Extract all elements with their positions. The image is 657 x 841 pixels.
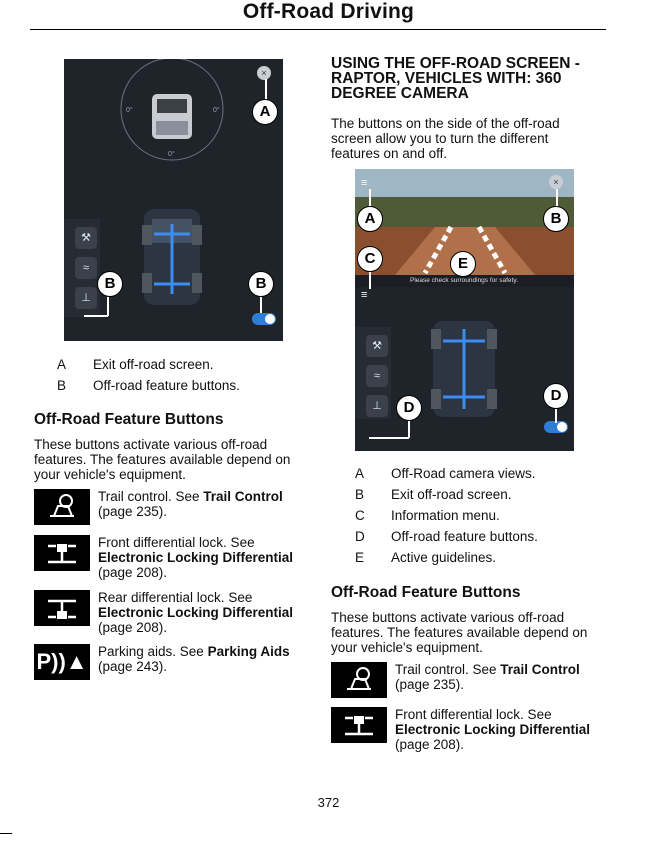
- menu-icon[interactable]: ≡: [361, 177, 368, 189]
- callout-b-right: B: [248, 271, 274, 297]
- legend-text: Information menu.: [391, 508, 500, 523]
- feature-item-trail-control: [34, 489, 303, 525]
- feature-item-front-diff-right: [331, 707, 600, 752]
- safety-notice: Please check surroundings for safety.: [410, 277, 518, 284]
- section-intro-right: The buttons on the side of the off-road screen allow you to turn the different features on and off.: [331, 116, 560, 161]
- side-feature-button-2[interactable]: ≈: [366, 365, 388, 387]
- rear-differential-lock-icon: [34, 590, 90, 626]
- legend-figure-1: [57, 354, 240, 396]
- front-differential-lock-icon: [331, 707, 387, 743]
- callout-a: A: [357, 206, 383, 232]
- legend-row: [57, 375, 240, 396]
- side-feature-button-2[interactable]: ≈: [75, 257, 97, 279]
- legend-letter: B: [57, 378, 67, 393]
- callout-b: B: [543, 206, 569, 232]
- angle-label-left: 0°: [126, 107, 133, 114]
- item-link[interactable]: Electronic Locking Differential: [98, 605, 294, 620]
- offroad-screen-figure: [64, 59, 283, 341]
- item-text: Front differential lock. See: [395, 707, 552, 722]
- item-text: Parking aids. See: [98, 644, 208, 659]
- item-page: (page 243).: [98, 659, 168, 674]
- item-link[interactable]: Electronic Locking Differential: [98, 550, 294, 565]
- section-title-right: USING THE OFF-ROAD SCREEN - RAPTOR, VEHICLES WITH: 360 DEGREE CAMERA: [331, 55, 580, 102]
- crop-mark: [0, 833, 12, 834]
- item-page: (page 235).: [98, 504, 168, 519]
- item-link[interactable]: Trail Control: [203, 489, 283, 504]
- item-page: (page 208).: [395, 737, 465, 752]
- leader-line-b-left-v: [107, 295, 109, 316]
- callout-e: E: [450, 251, 476, 277]
- legend-text: Off-Road camera views.: [391, 466, 536, 481]
- leader-line-d-left: [369, 437, 409, 439]
- info-menu-icon[interactable]: ≡: [361, 289, 368, 301]
- header-rule: [30, 29, 606, 30]
- leader-line-a: [369, 189, 371, 207]
- exit-button[interactable]: ×: [549, 175, 563, 189]
- item-page: (page 235).: [395, 677, 465, 692]
- feature-item-front-diff: [34, 535, 303, 580]
- item-link[interactable]: Trail Control: [500, 662, 580, 677]
- item-page: (page 208).: [98, 565, 168, 580]
- legend-letter: D: [355, 529, 365, 544]
- leader-line-c: [369, 270, 371, 289]
- feature-item-rear-diff: [34, 590, 303, 635]
- item-text: Trail control. See: [395, 662, 501, 677]
- legend-row: [57, 354, 240, 375]
- feature-item-parking-aids: [34, 644, 303, 680]
- legend-text: Off-road feature buttons.: [391, 529, 538, 544]
- side-feature-button-3[interactable]: ⊥: [75, 287, 97, 309]
- legend-letter: E: [355, 550, 365, 565]
- parking-aids-icon: P))▲: [34, 644, 90, 680]
- item-link[interactable]: Electronic Locking Differential: [395, 722, 591, 737]
- side-feature-button-1[interactable]: ⚒: [366, 335, 388, 357]
- legend-text: Active guidelines.: [391, 550, 497, 565]
- section-heading-left: Off-Road Feature Buttons: [34, 411, 224, 428]
- camera-screen-figure: [355, 169, 574, 451]
- side-feature-button-3[interactable]: ⊥: [366, 395, 388, 417]
- callout-a: A: [252, 99, 278, 125]
- legend-letter: C: [355, 508, 365, 523]
- leader-line-b-left: [84, 315, 108, 317]
- section-intro-left: These buttons activate various off-road features. The features available depend on your vehicle's equipment.: [34, 437, 291, 482]
- item-text: Trail control. See: [98, 489, 204, 504]
- leader-line-b: [556, 189, 558, 207]
- callout-b-left: B: [97, 271, 123, 297]
- legend-row: [355, 526, 538, 547]
- callout-d-right: D: [543, 383, 569, 409]
- item-page: (page 208).: [98, 620, 168, 635]
- legend-text: Off-road feature buttons.: [93, 378, 240, 393]
- section-heading-right: Off-Road Feature Buttons: [331, 584, 521, 601]
- leader-line-d-left-v: [408, 419, 410, 438]
- legend-row: [355, 484, 538, 505]
- section-intro-right-2: These buttons activate various off-road features. The features available depend on your vehicle's equipment.: [331, 610, 588, 655]
- angle-label-bottom: 0°: [168, 151, 175, 158]
- item-text: Rear differential lock. See: [98, 590, 253, 605]
- exit-button[interactable]: ×: [257, 66, 271, 80]
- front-differential-lock-icon: [34, 535, 90, 571]
- legend-text: Exit off-road screen.: [391, 487, 512, 502]
- legend-row: [355, 547, 538, 568]
- side-feature-button-1[interactable]: ⚒: [75, 227, 97, 249]
- legend-letter: A: [57, 357, 67, 372]
- trail-control-icon: [34, 489, 90, 525]
- item-link[interactable]: Parking Aids: [207, 644, 290, 659]
- feature-toggle[interactable]: [252, 313, 276, 325]
- callout-c: C: [357, 246, 383, 272]
- feature-item-trail-control-right: [331, 662, 600, 698]
- legend-letter: A: [355, 466, 365, 481]
- page-number: 372: [317, 795, 340, 810]
- legend-letter: B: [355, 487, 365, 502]
- trail-control-icon: [331, 662, 387, 698]
- legend-figure-2: [355, 463, 538, 568]
- legend-row: [355, 505, 538, 526]
- leader-line-d-right: [555, 407, 557, 423]
- page-title: Off-Road Driving: [242, 0, 415, 23]
- leader-line-b-right: [260, 295, 262, 313]
- callout-d-left: D: [396, 395, 422, 421]
- item-text: Front differential lock. See: [98, 535, 255, 550]
- legend-row: [355, 463, 538, 484]
- angle-label-right: 0°: [213, 107, 220, 114]
- legend-text: Exit off-road screen.: [93, 357, 214, 372]
